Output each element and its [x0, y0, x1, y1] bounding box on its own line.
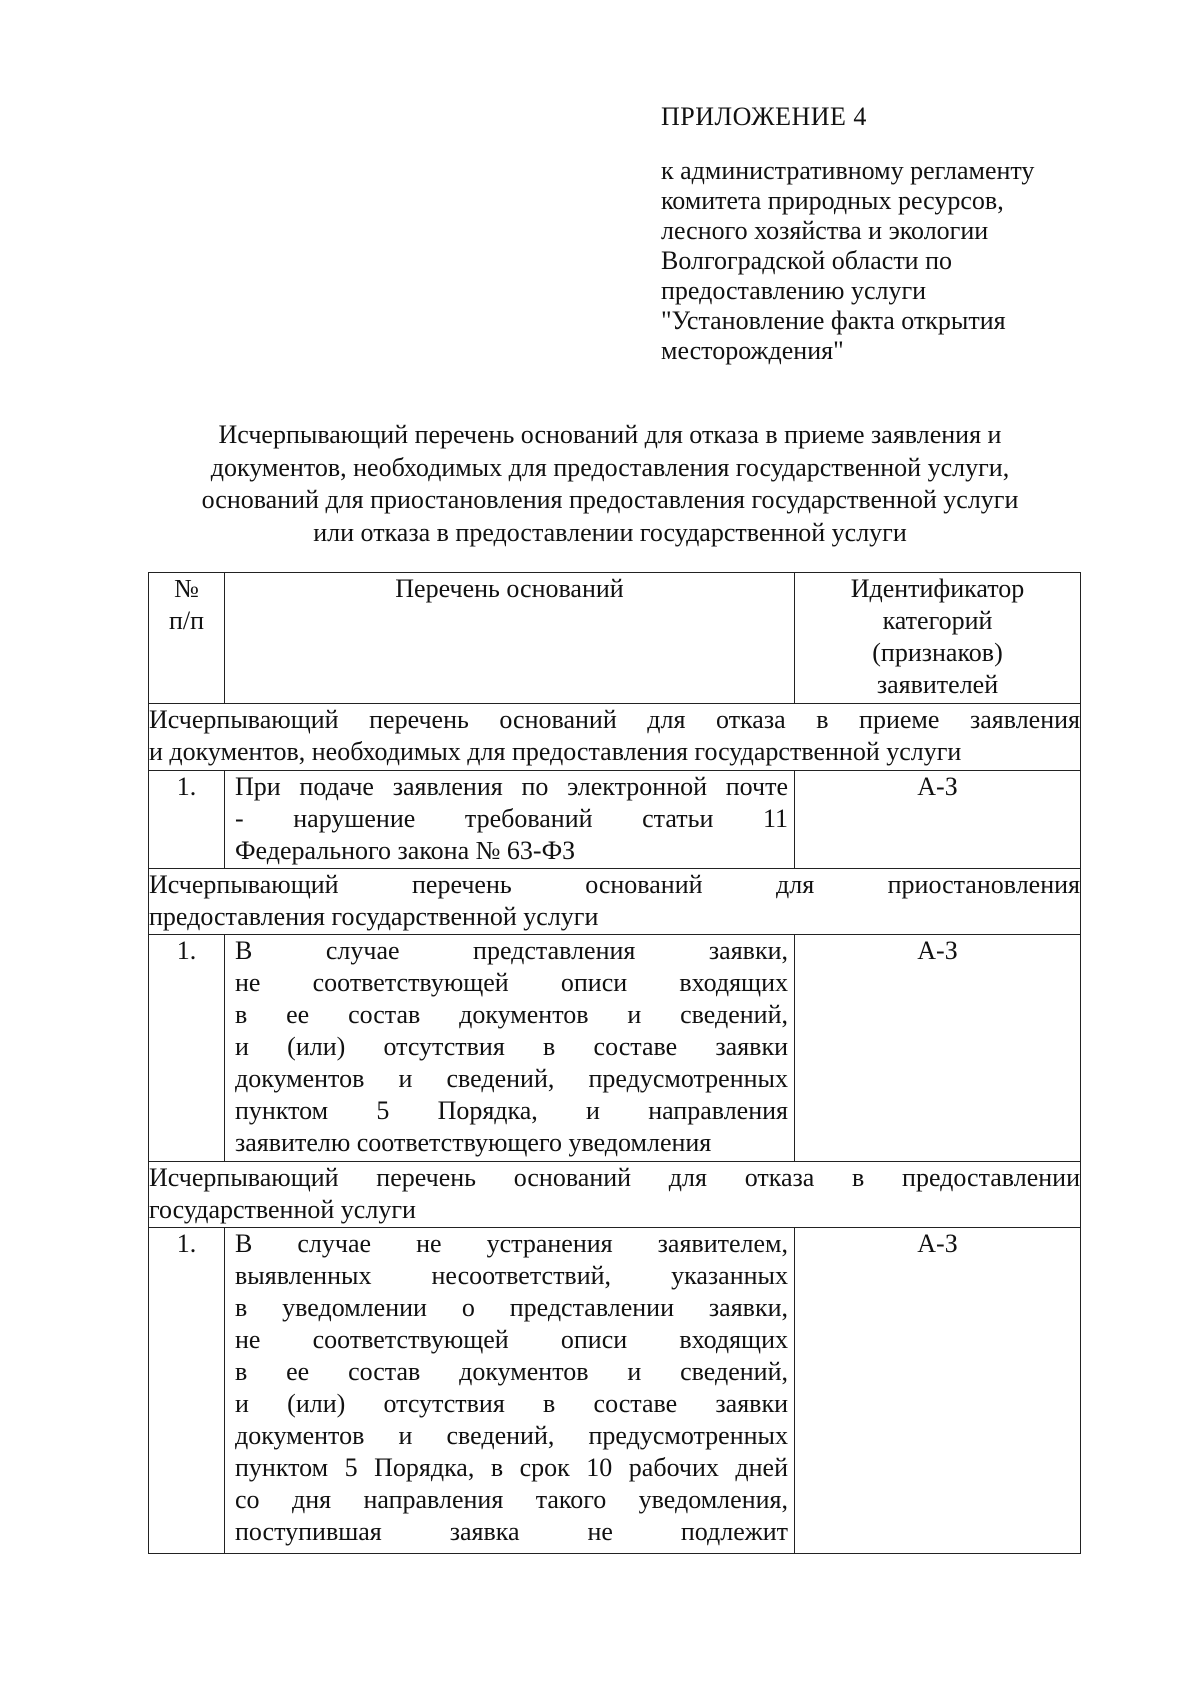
header-ident-line: заявителей — [876, 670, 999, 699]
row-text-line: в ее состав документов и сведений, — [235, 1000, 788, 1029]
row-text-line: Федерального закона № 63-ФЗ — [235, 836, 576, 865]
appendix-block — [661, 102, 1121, 366]
row-text-line: - нарушение требований статьи 11 — [235, 804, 788, 833]
section-title-row — [149, 1162, 1081, 1228]
row-ident-cell: А-З — [795, 771, 1081, 869]
row-text-line: пунктом 5 Порядка, в срок 10 рабочих дней — [235, 1453, 788, 1482]
header-ident-line: Идентификатор — [850, 574, 1025, 603]
appendix-line: месторождения" — [661, 336, 844, 365]
section-title-cell — [149, 1162, 1081, 1228]
grounds-table — [148, 572, 1081, 1554]
appendix-description — [661, 156, 1121, 366]
heading-line: или отказа в предоставлении государственной услуги — [313, 517, 907, 547]
appendix-line: лесного хозяйства и экологии — [661, 216, 989, 245]
appendix-line: Волгоградской области по — [661, 246, 953, 275]
row-text-line: заявителю соответствующего уведомления — [235, 1128, 712, 1157]
row-text-cell — [225, 935, 795, 1162]
row-ident-cell: А-З — [795, 935, 1081, 1162]
header-ident-cell — [795, 573, 1081, 704]
heading-line: документов, необходимых для предоставления государственной услуги, — [210, 452, 1010, 482]
row-text-line: не соответствующей описи входящих — [235, 968, 788, 997]
table-row — [149, 771, 1081, 869]
row-text-cell — [225, 1228, 795, 1554]
header-reasons-cell — [225, 573, 795, 704]
section-title-line: и документов, необходимых для предоставления государственной услуги — [149, 737, 962, 766]
row-text-cell — [225, 771, 795, 869]
section-title-line: государственной услуги — [149, 1195, 416, 1224]
header-ident-line: (признаков) — [872, 638, 1003, 667]
row-text-line: со дня направления такого уведомления, — [235, 1485, 788, 1514]
section-title-cell — [149, 869, 1081, 935]
row-text-line: пунктом 5 Порядка, и направления — [235, 1096, 788, 1125]
header-ident-line: категорий — [882, 606, 993, 635]
appendix-line: предоставлению услуги — [661, 276, 927, 305]
row-num-cell: 1. — [149, 1228, 225, 1554]
appendix-title: ПРИЛОЖЕНИЕ 4 — [661, 102, 867, 131]
table-row — [149, 1228, 1081, 1554]
header-num-line: № — [174, 574, 199, 603]
row-ident-cell: А-З — [795, 1228, 1081, 1554]
appendix-line: к административному регламенту — [661, 156, 1035, 185]
header-reasons-label: Перечень оснований — [395, 574, 624, 603]
section-title-row — [149, 869, 1081, 935]
section-title-line: Исчерпывающий перечень оснований для отказа в предоставлении — [149, 1163, 1080, 1192]
heading-line: оснований для приостановления предоставления государственной услуги — [201, 485, 1019, 514]
table-header-row — [149, 573, 1081, 704]
row-text-line: поступившая заявка не подлежит — [235, 1517, 788, 1546]
row-num-cell: 1. — [149, 935, 225, 1162]
row-text-line: При подаче заявления по электронной почте — [235, 772, 788, 801]
section-title-line: Исчерпывающий перечень оснований для отказа в приеме заявления — [149, 705, 1080, 734]
section-title-row — [149, 704, 1081, 771]
row-text-line: и (или) отсутствия в составе заявки — [235, 1032, 788, 1061]
header-num-cell — [149, 573, 225, 704]
row-text-line: в ее состав документов и сведений, — [235, 1357, 788, 1386]
row-text-line: выявленных несоответствий, указанных — [235, 1261, 788, 1290]
row-text-line: в уведомлении о представлении заявки, — [235, 1293, 788, 1322]
document-heading — [140, 419, 1080, 549]
row-text-line: не соответствующей описи входящих — [235, 1325, 788, 1354]
header-num-line: п/п — [168, 606, 205, 635]
row-text-line: документов и сведений, предусмотренных — [235, 1421, 788, 1450]
section-title-cell — [149, 704, 1081, 771]
row-num-cell: 1. — [149, 771, 225, 869]
appendix-line: комитета природных ресурсов, — [661, 186, 1004, 215]
heading-line: Исчерпывающий перечень оснований для отказа в приеме заявления и — [218, 420, 1002, 449]
row-text-line: документов и сведений, предусмотренных — [235, 1064, 788, 1093]
section-title-line: Исчерпывающий перечень оснований для приостановления — [149, 870, 1080, 899]
table-row — [149, 935, 1081, 1162]
row-text-line: В случае не устранения заявителем, — [235, 1229, 788, 1258]
section-title-line: предоставления государственной услуги — [149, 902, 599, 931]
row-text-line: В случае представления заявки, — [235, 936, 788, 965]
appendix-line: "Установление факта открытия — [661, 306, 1006, 335]
row-text-line: и (или) отсутствия в составе заявки — [235, 1389, 788, 1418]
